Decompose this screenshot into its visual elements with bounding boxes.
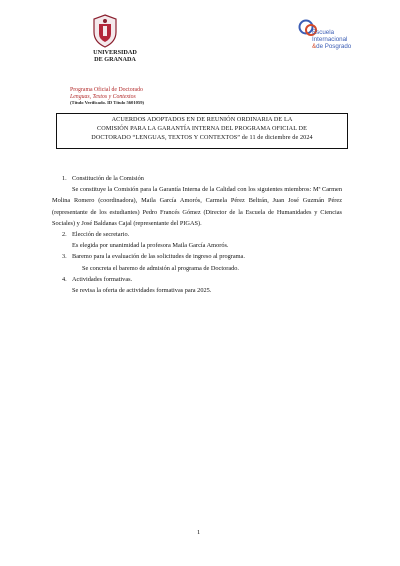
item-number: 1. <box>62 175 67 182</box>
program-id: (Título Verificado. ID Título 5601059) <box>70 100 145 106</box>
title-line-1: ACUERDOS ADOPTADOS EN DE REUNIÓN ORDINARIA DE LA <box>111 116 293 123</box>
item-heading: Baremo para la evaluación de las solicitudes de ingreso al programa. <box>72 253 245 261</box>
title-line-2: COMISIÓN PARA LA GARANTÍA INTERNA DEL PROGRAMA OFICIAL DE <box>97 124 307 132</box>
page-number: 1 <box>197 529 201 536</box>
list-item <box>62 274 342 296</box>
program-name <box>70 87 190 107</box>
item-body: Se constituye la Comisión para la Garantía Interna de la Calidad con los siguientes miembros: Mª Carmen Molina Romero (coordinadora), Maila García Amorós, Carmela Pérez Beltrán, Juan José Guzmán Pérez (representante de los estudiantes) Pedro Francés Gómez (Director de la Escuela de Humanidades y Ciencias Sociales) y José Baldanas Cajal (representante del PIGAS). <box>52 186 342 227</box>
graduate-school-logo <box>296 18 376 62</box>
university-seal-icon <box>92 14 118 48</box>
agreements-list <box>52 173 342 296</box>
item-heading: Elección de secretario. <box>72 231 130 239</box>
document-title <box>56 113 348 149</box>
graduate-school-name: Escuela Internacional &de Posgrado <box>312 29 352 50</box>
item-body: Se revisa la oferta de actividades formativas para 2025. <box>72 287 212 295</box>
item-number: 2. <box>62 231 67 239</box>
title-line-3: DOCTORADO “LENGUAS, TEXTOS Y CONTEXTOS” de 11 de diciembre de 2024 <box>91 133 313 141</box>
list-item <box>62 229 342 251</box>
item-heading: Actividades formativas. <box>72 275 133 283</box>
item-body: Es elegida por unanimidad la profesora Maila García Amorós. <box>72 242 229 250</box>
list-item <box>62 251 342 273</box>
program-line-2: Lenguas, Textos y Contextos <box>70 93 136 100</box>
item-body: Se concreta el baremo de admisión al programa de Doctorado. <box>82 264 240 272</box>
item-number: 4. <box>62 275 67 283</box>
program-line-1: Programa Oficial de Doctorado <box>70 87 143 93</box>
item-heading: Constitución de la Comisión <box>72 175 144 182</box>
university-name: UNIVERSIDAD DE GRANADA <box>93 49 137 63</box>
item-number: 3. <box>62 253 67 261</box>
list-item <box>52 173 342 229</box>
